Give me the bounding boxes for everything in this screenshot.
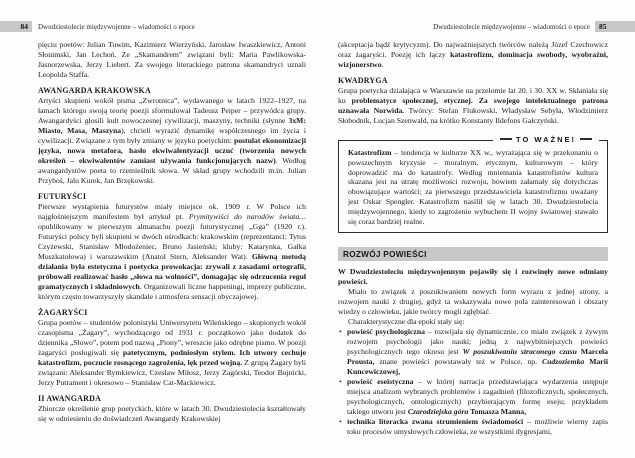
important-note-box bbox=[338, 135, 608, 233]
text-segment: – rozwijała się dynamicznie, co miało związek z żywym rozwojem psychologii jako nauki; jedną z najwybitniejszych powieści psychologicznych tego okresu jest bbox=[347, 327, 608, 357]
text-segment: Zbiorcze określenie grup poetyckich, które w latach 30. Dwudziestolecia kształtowały się w odniesieniu do doświadczeń Awangardy Krakowskiej bbox=[38, 404, 306, 423]
text-segment: powieść eseistyczna bbox=[347, 377, 414, 387]
list-item-powiesc-eseistyczna bbox=[338, 377, 608, 417]
page-number-bar bbox=[595, 21, 635, 32]
running-title: Dwudziestolecie międzywojenne – wiadomości o epoce bbox=[38, 22, 195, 31]
text-segment: technika literacka zwana strumieniem świadomości bbox=[347, 417, 524, 427]
text-segment: W Dwudziestoleciu międzywojennym pojawiły się i rozwinęły nowe odmiany powieści. bbox=[338, 267, 608, 287]
text-segment: Grupa poetycka działająca w Warszawie na przełomie lat 20. i 30. XX w. Skłaniała się ku bbox=[338, 86, 608, 105]
bullet-marker: • bbox=[339, 327, 342, 337]
paragraph-lead bbox=[338, 267, 608, 287]
text-segment: ), chcieli wyrazić dynamikę współczesnego im życia i cywilizacji. Związane z tym były zmiany w języku poetyckim: bbox=[38, 126, 306, 145]
text-segment: Twórcy: Stefan Flukowski, Władysław Sebyła, Włodzimierz Słobodnik, Lucjan Szenwald, na krótko Konstanty Ildefons Gałczyński. bbox=[338, 106, 608, 125]
paragraph-zagarysci bbox=[38, 318, 306, 388]
list-item-powiesc-psychologiczna bbox=[338, 327, 608, 377]
section-heading-ii-awangarda: II AWANGARDA bbox=[38, 394, 102, 403]
text-segment: Grupa poetów – studentów polonistyki Uniwersytetu Wileńskiego – skupionych wokół czasopisma „Żagary”, wychodzącego od 1931 r. początkowo jako dodatek do dziennika „Słowo”, potem pod nazwą „Piony”, wreszcie jako odrębne pismo. W poezji żagaryści posługiwali się bbox=[38, 318, 306, 357]
text-segment: pięciu poetów: Julian Tuwim, Kazimierz Wierzyński, Jarosław Iwaszkiewicz, Antoni Słonimski, Jan Lechoń. Ze „Skamandrem” związani byli: Maria Pawlikowska-Jasnorzewska, Jerzy Liebert. Za swojego literackiego patrona skamandryci uznali Leopolda Staffa. bbox=[38, 40, 306, 79]
text-segment: patetycznym, podniosłym stylem. Ich utwory cechuje katastrofizm, poczucie rosnącego zagrożenia, lęk przed wojną. bbox=[38, 348, 307, 367]
paragraph-skamander-continued bbox=[38, 40, 306, 80]
text-segment: 3xM: Miasto, Masa, Maszyna bbox=[38, 116, 306, 135]
text-segment: Charakterystyczne dla epoki stały się: bbox=[348, 317, 465, 327]
page-header-left bbox=[0, 21, 318, 32]
list-item-strumien-swiadomosci bbox=[338, 417, 608, 437]
page-number: 85 bbox=[599, 22, 607, 31]
text-segment: powieść psychologiczna bbox=[347, 327, 425, 337]
text-segment: Marii Kuncewiczowej, bbox=[347, 357, 608, 377]
paragraph-awangarda-krakowska bbox=[38, 96, 306, 186]
section-heading-futurysci: FUTURYŚCI bbox=[38, 192, 87, 201]
paragraph-kwadryga bbox=[338, 86, 608, 126]
text-segment: (akceptacja bądź krytycyzm). Do najważniejszych twórców należą Józef Czechowicz oraz żagaryści. Poezję ich łączy bbox=[338, 40, 608, 59]
important-box-label: TO WAŻNE! bbox=[493, 135, 599, 144]
text-segment: postulat ekonomizacji języka, nowa metafora, hasło ekwiwalentyzacji uczuć (tworzenia nowych określeń – ekwiwalentów zamiast używania funkcjonujących nazw) bbox=[38, 136, 306, 165]
text-segment: Z grupą Żagary byli związani: Aleksander Rymkiewicz, Czesław Miłosz, Jerzy Zagórski, Teodor Bujnicki, Jerzy Putrament i okresowo – Stanisław Cat-Mackiewicz. bbox=[38, 358, 306, 387]
text-segment: Główną metodą działania była estetyczna i poetycka prowokacja: zrywali z zasadami ortografii, próbowali realizować hasło „słowa na wolności”, domagając się odrzucenia reguł gramatycznych i składniowych bbox=[38, 252, 306, 291]
page-number: 84 bbox=[20, 22, 28, 31]
text-segment: Katastrofizm bbox=[348, 148, 392, 157]
paragraph-ii-awangarda bbox=[38, 404, 306, 424]
bullet-marker: • bbox=[339, 417, 342, 427]
text-segment: W poszukiwaniu straconego czasu bbox=[462, 347, 577, 357]
chapter-heading-rozwoj-powiesci: ROZWÓJ POWIEŚCI bbox=[338, 247, 608, 261]
bullet-marker: • bbox=[339, 377, 342, 387]
paragraph-ii-awangarda-continued bbox=[338, 40, 608, 70]
page-body-right bbox=[338, 40, 608, 437]
text-segment: Artyści skupieni wokół pisma „Zwrotnica”, wydawanego w latach 1922–1927, na łamach którego swoją teorię poezji sformułował Tadeusz Peiper – przywódca grupy. Awangardyści głosili kult nowoczesnej cywilizacji, maszyny, techniki (słynne bbox=[38, 96, 306, 125]
text-segment: . Organizowali liczne happeningi, imprezy publiczne, którym często towarzyszyły skandale i atmosfera sensacji obyczajowej. bbox=[38, 282, 306, 301]
list-item-text bbox=[347, 327, 608, 376]
paragraph-context bbox=[338, 287, 608, 317]
text-segment: – w której narracja przedstawiająca wydarzenia ustępuje miejsca analizom wybranych problemów i zagadnień (filozoficznych, społecznych, psychologicznych, ontologicznych) przybierającym formę eseju; przykładem takiego utworu jest bbox=[347, 377, 608, 417]
text-segment: katastrofizm, dominacja swobody, wyobraźni, wizjonerstwo bbox=[338, 50, 608, 69]
running-title: Dwudziestolecie międzywojenne – wiadomości o epoce bbox=[433, 22, 590, 31]
important-box-text bbox=[348, 148, 598, 226]
text-segment: Czarodziejska góra bbox=[407, 407, 469, 417]
text-segment: opublikowany w pierwszym almanachu poezji futurystycznej „Gga” (1920 r.). Futuryści polscy byli skupieni w dwóch ośrodkach: krakowskim (reprezentanci: Tytus Czyżewski, Stanisław Młodożeniec, Bruno Jasieński; kluby: Katarynka, Gałka Muszkatołowa) i warszawskim (Anatol Stern, Aleksander Wat). bbox=[38, 222, 306, 261]
text-segment: Pierwsze wystąpienia futurystów miały miejsce ok. 1909 r. W Polsce ich najgłośniejszym manifestem był artykuł pt. bbox=[38, 202, 306, 221]
text-segment: znane powieści powstawały też w Polsce, np. bbox=[374, 357, 542, 367]
text-segment: Marcela Prousta, bbox=[347, 347, 608, 367]
page-body-left bbox=[38, 40, 306, 424]
paragraph-list-intro bbox=[338, 317, 608, 327]
paragraph-futurysci bbox=[38, 202, 306, 302]
list-item-text bbox=[347, 377, 608, 416]
text-segment: . Według awangardystów poeta to rzemieślnik słowa. W skład grupy wchodzili m.in. Julian Przyboś, Jalu Kurek, Jan Brzękowski. bbox=[38, 156, 306, 185]
text-segment: – tendencja w kulturze XX w., wyrażająca się w przekonaniu o powszechnym kryzysie – moralnym, etycznym, kulturowym – który doprowadzić ma do katastrofy. Według mniemania katastrofistów kultura skazana jest na utratę możliwości rozwoju, bowiem załamały się dotychczas obowiązujące wartości; za pierwszego przedstawiciela katastrofizmu uważany jest Oskar Spengler. Katastrofizm nasilił się w latach 30. Dwudziestolecia międzywojennego, kiedy to zagrożenie wybuchem II wojny światowej stawało się coraz bardziej realne. bbox=[348, 148, 598, 226]
section-heading-awangarda-krakowska: AWANGARDA KRAKOWSKA bbox=[38, 86, 151, 95]
page-right bbox=[318, 0, 635, 458]
page-header-right bbox=[318, 21, 635, 32]
section-heading-kwadryga: KWADRYGA bbox=[338, 76, 388, 85]
text-segment: Prymitywiści do narodów świata… bbox=[188, 212, 306, 221]
text-segment: Miało to związek z poszukiwaniem nowych form wyrazu z jednej strony, a rozwojem nauki z drugiej, gdyż ta wskazywała nowe pola zainteresowań i obszary wiedzy o człowieku, jakie twórcy mogli zgłębiać. bbox=[338, 287, 608, 317]
text-segment: – możliwie wierny zapis toku procesów umysłowych człowieka, ze wszystkimi dygresjami, bbox=[347, 417, 608, 437]
list-item-text bbox=[347, 417, 608, 436]
text-segment: problematyce społecznej, etycznej. Za swojego intelektualnego patrona uznawała Norwida. bbox=[338, 96, 609, 115]
text-segment: Tomasza Manna, bbox=[468, 407, 527, 417]
text-segment: Cudzoziemka bbox=[541, 357, 585, 367]
page-number-bar bbox=[0, 21, 32, 32]
text-segment: . bbox=[381, 60, 384, 69]
section-heading-zagarysci: ŻAGARYŚCI bbox=[38, 308, 88, 317]
